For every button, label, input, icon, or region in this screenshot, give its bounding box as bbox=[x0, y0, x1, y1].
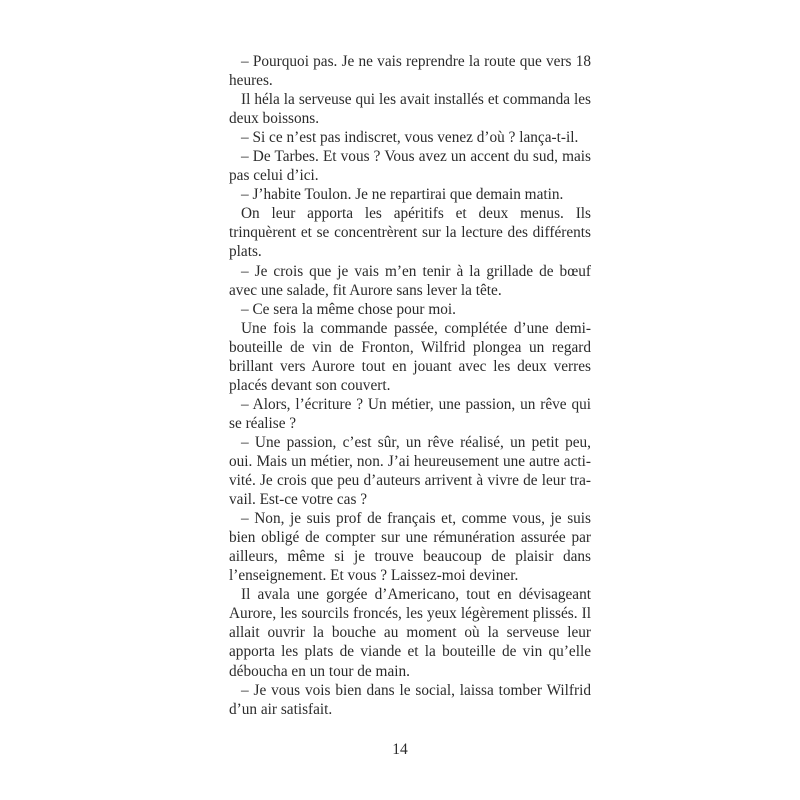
paragraph: – Ce sera la même chose pour moi. bbox=[241, 300, 456, 318]
paragraph: – Je crois que je vais m’en tenir à la grillade de bœuf avec une salade, fit Aurore sans lever la tête. bbox=[229, 262, 591, 299]
body-text bbox=[229, 52, 591, 719]
paragraph: Il héla la serveuse qui les avait installés et commanda les deux boissons. bbox=[229, 91, 591, 128]
page-number: 14 bbox=[392, 741, 408, 758]
paragraph: Il avala une gorgée d’Americano, tout en dévisageant Aurore, les sourcils froncés, les yeux légèrement plissés. Il allait ouvrir la bouche au moment où la serveuse leur apporta les plats de viande et la bouteille de vin qu’elle déboucha en un tour de main. bbox=[229, 586, 591, 680]
paragraph: On leur apporta les apéritifs et deux menus. Ils trinquèrent et se concentrèrent sur la lecture des différents plats. bbox=[229, 205, 591, 261]
paragraph: – Non, je suis prof de français et, comme vous, je suis bien obligé de compter sur une rémunération assurée par ailleurs, même si je trouve beaucoup de plaisir dans l’enseignement. Et vous ? Laissez-moi deviner. bbox=[229, 510, 591, 585]
paragraph: – Pourquoi pas. Je ne vais reprendre la route que vers 18 heures. bbox=[229, 53, 591, 90]
paragraph: – Je vous vois bien dans le social, laissa tomber Wilfrid d’un air satisfait. bbox=[229, 681, 591, 718]
paragraph: – Alors, l’écriture ? Un métier, une passion, un rêve qui se réalise ? bbox=[229, 395, 591, 432]
paragraph: – Si ce n’est pas indiscret, vous venez d’où ? lança-t-il. bbox=[241, 129, 579, 147]
paragraph: – Une passion, c’est sûr, un rêve réalisé, un petit peu, oui. Mais un métier, non. J’ai heureusement une autre activité. Je crois que peu d’auteurs arrivent à vivre de leur travail. Est-ce votre cas ? bbox=[229, 433, 591, 509]
paragraph: Une fois la commande passée, complétée d’une demi-bouteille de vin de Fronton, Wilfrid plongea un regard brillant vers Aurore tout en jouant avec les deux verres placés devant son couvert. bbox=[229, 319, 591, 394]
paragraph: – J’habite Toulon. Je ne repartirai que demain matin. bbox=[241, 186, 564, 204]
paragraph: – De Tarbes. Et vous ? Vous avez un accent du sud, mais pas celui d’ici. bbox=[229, 148, 591, 185]
